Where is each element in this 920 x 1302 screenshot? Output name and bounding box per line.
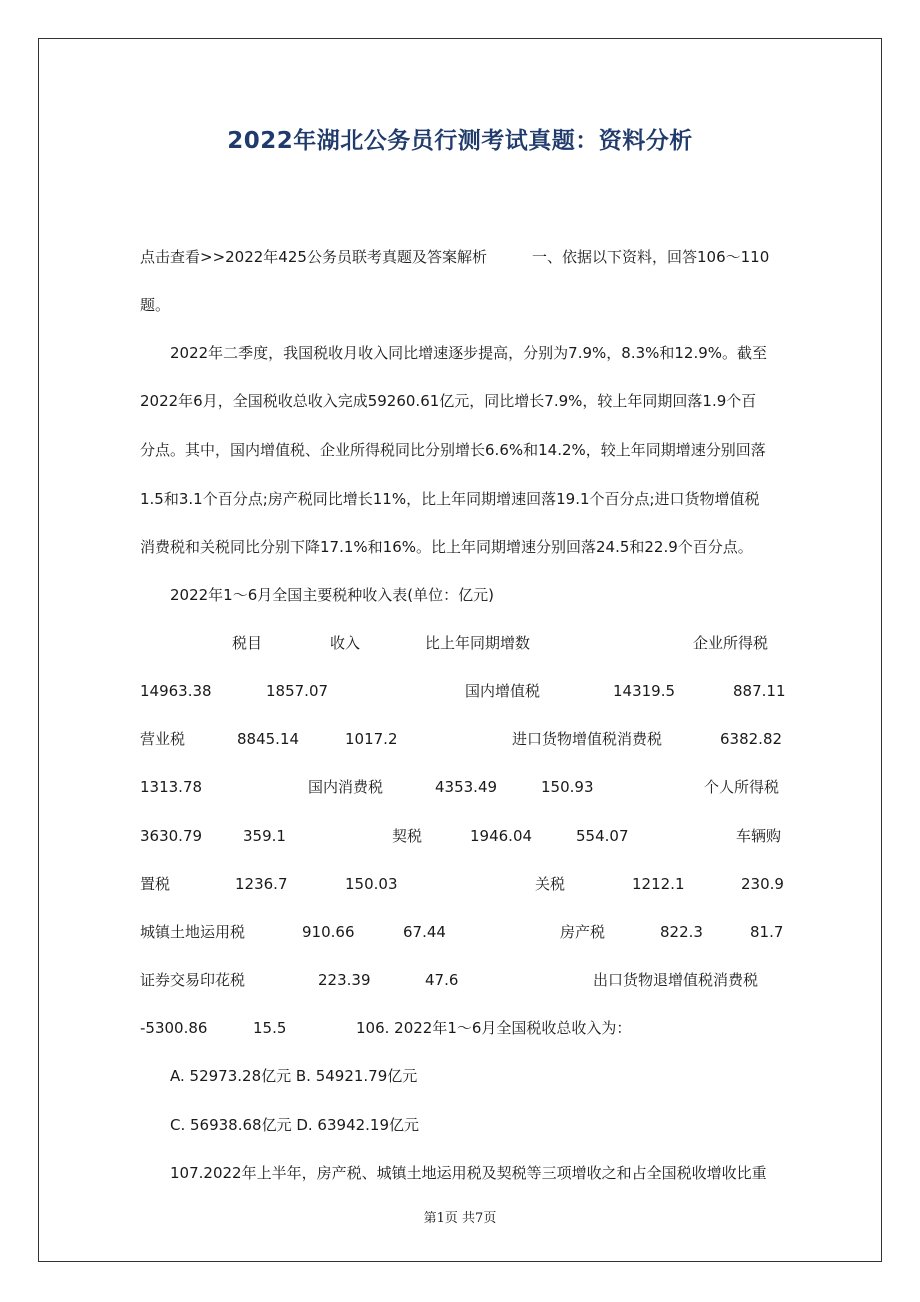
table-cell: 税目 bbox=[232, 634, 263, 652]
table-cell: 比上年同期增数 bbox=[425, 634, 531, 652]
paragraph-line: 2022年二季度，我国税收月收入同比增速逐步提高，分别为7.9%，8.3%和12.9%。截至 bbox=[170, 344, 768, 362]
paragraph-line: 分点。其中，国内增值税、企业所得税同比分别增长6.6%和14.2%，较上年同期增速分别回落 bbox=[140, 441, 766, 459]
table-cell: 822.3 bbox=[660, 923, 703, 941]
document-title: 2022年湖北公务员行测考试真题：资料分析 bbox=[227, 128, 693, 154]
intro-continuation: 题。 bbox=[140, 296, 171, 314]
table-cell: 150.03 bbox=[345, 875, 398, 893]
page-number: 第1页 共7页 bbox=[423, 1211, 497, 1226]
table-cell: 房产税 bbox=[560, 923, 606, 941]
table-cell: -5300.86 bbox=[140, 1019, 208, 1037]
table-cell: 47.6 bbox=[425, 971, 459, 989]
table-cell: 1212.1 bbox=[632, 875, 685, 893]
table-cell: 收入 bbox=[330, 634, 361, 652]
table-cell: 1236.7 bbox=[235, 875, 288, 893]
table-cell: 个人所得税 bbox=[704, 778, 780, 796]
table-cell: 150.93 bbox=[541, 778, 594, 796]
table-cell: 契税 bbox=[392, 827, 423, 845]
table-caption: 2022年1～6月全国主要税种收入表(单位：亿元) bbox=[170, 586, 494, 604]
question-106: 106. 2022年1～6月全国税收总收入为： bbox=[356, 1019, 632, 1037]
table-cell: 企业所得税 bbox=[693, 634, 769, 652]
table-cell: 1857.07 bbox=[266, 682, 329, 700]
table-cell: 359.1 bbox=[243, 827, 286, 845]
table-cell: 证券交易印花税 bbox=[140, 971, 246, 989]
table-cell: 国内消费税 bbox=[308, 778, 384, 796]
paragraph-line: 1.5和3.1个百分点;房产税同比增长11%，比上年同期增速回落19.1个百分点;进口货物增值税 bbox=[140, 490, 760, 508]
table-cell: 出口货物退增值税消费税 bbox=[593, 971, 759, 989]
table-cell: 554.07 bbox=[576, 827, 629, 845]
table-cell: 1017.2 bbox=[345, 730, 398, 748]
options-a-b: A. 52973.28亿元 B. 54921.79亿元 bbox=[170, 1067, 418, 1085]
intro-instruction: 一、依据以下资料，回答106～110 bbox=[532, 248, 770, 266]
table-cell: 3630.79 bbox=[140, 827, 203, 845]
table-cell: 887.11 bbox=[733, 682, 786, 700]
table-cell: 1313.78 bbox=[140, 778, 203, 796]
options-c-d: C. 56938.68亿元 D. 63942.19亿元 bbox=[170, 1116, 420, 1134]
table-cell: 城镇土地运用税 bbox=[140, 923, 246, 941]
table-cell: 81.7 bbox=[750, 923, 784, 941]
question-107: 107.2022年上半年，房产税、城镇土地运用税及契税等三项增收之和占全国税收增收比重 bbox=[170, 1164, 767, 1182]
intro-link[interactable]: 点击查看>>2022年425公务员联考真题及答案解析 bbox=[140, 248, 487, 266]
table-cell: 14963.38 bbox=[140, 682, 212, 700]
table-cell: 1946.04 bbox=[470, 827, 533, 845]
table-cell: 67.44 bbox=[403, 923, 446, 941]
table-cell: 4353.49 bbox=[435, 778, 498, 796]
table-cell: 国内增值税 bbox=[465, 682, 541, 700]
table-cell: 关税 bbox=[535, 875, 566, 893]
table-cell: 8845.14 bbox=[237, 730, 300, 748]
table-cell: 进口货物增值税消费税 bbox=[512, 730, 663, 748]
table-cell: 营业税 bbox=[140, 730, 186, 748]
paragraph-line: 2022年6月，全国税收总收入完成59260.61亿元，同比增长7.9%，较上年同期回落1.9个百 bbox=[140, 392, 757, 410]
paragraph-line: 消费税和关税同比分别下降17.1%和16%。比上年同期增速分别回落24.5和22.9个百分点。 bbox=[140, 538, 753, 556]
table-cell: 车辆购 bbox=[736, 827, 782, 845]
table-cell: 14319.5 bbox=[613, 682, 676, 700]
table-cell: 15.5 bbox=[253, 1019, 287, 1037]
table-cell: 223.39 bbox=[318, 971, 371, 989]
table-cell: 置税 bbox=[140, 875, 171, 893]
table-cell: 910.66 bbox=[302, 923, 355, 941]
table-cell: 6382.82 bbox=[720, 730, 783, 748]
table-cell: 230.9 bbox=[741, 875, 784, 893]
